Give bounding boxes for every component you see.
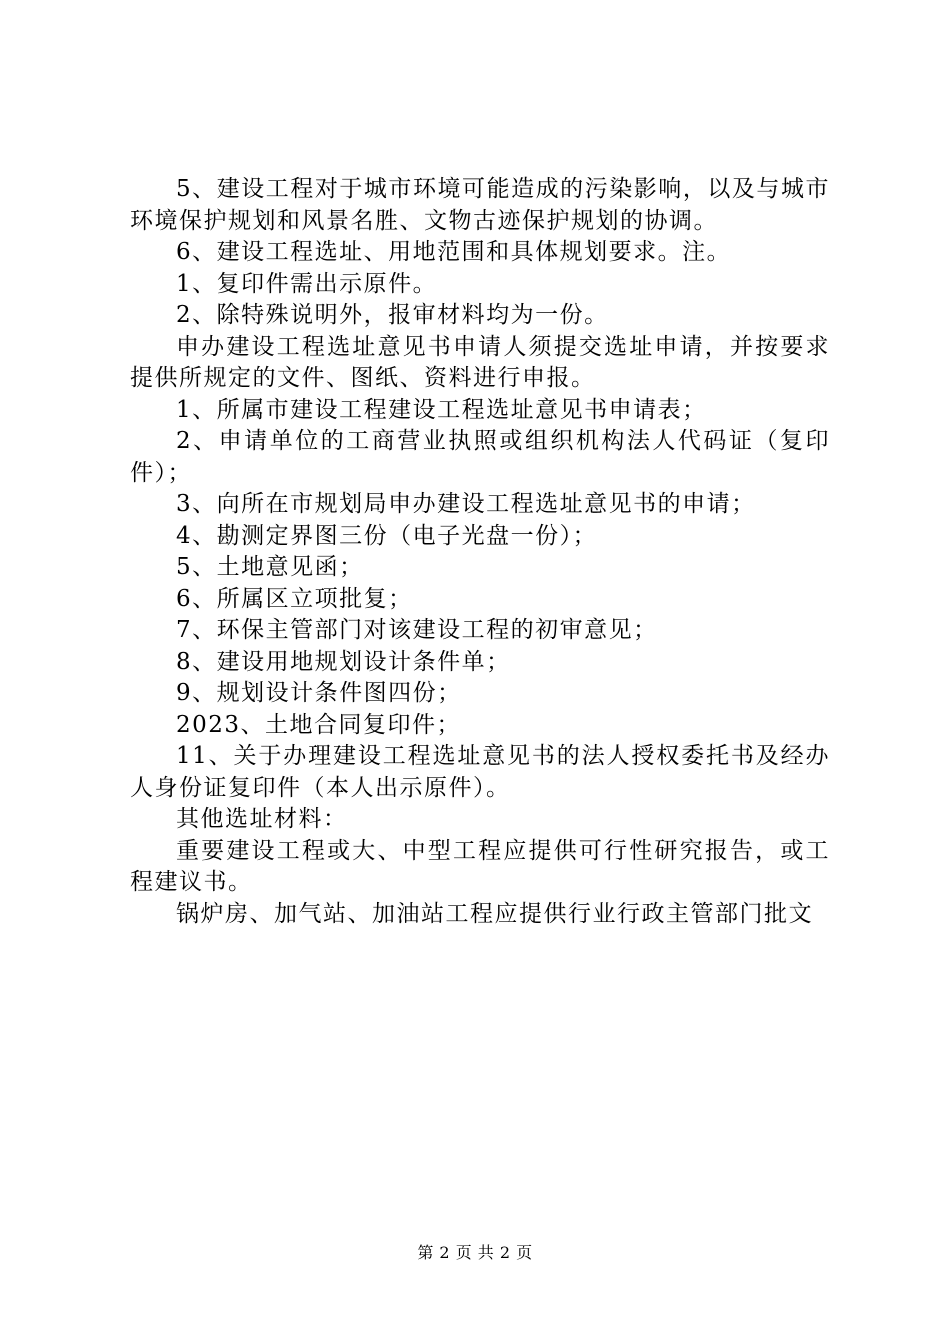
paragraph: 1、所属市建设工程建设工程选址意见书申请表； [176, 396, 707, 423]
paragraph: 5、土地意见函； [176, 554, 364, 580]
paragraph: 1、复印件需出示原件。 [176, 270, 438, 297]
paragraph: 2、申请单位的工商营业执照或组织机构法人代码证（复印件）； [130, 428, 830, 486]
paragraph: 4、勘测定界图三份（电子光盘一份）； [176, 522, 598, 549]
paragraph: 其他选址材料： [176, 806, 348, 832]
document-body [130, 174, 830, 930]
page-footer: 第 2 页 共 2 页 [417, 1243, 533, 1262]
paragraph: 6、建设工程选址、用地范围和具体规划要求。注。 [176, 239, 732, 265]
paragraph: 9、规划设计条件图四份； [176, 680, 462, 706]
paragraph: 8、建设用地规划设计条件单； [176, 648, 511, 675]
paragraph: 重要建设工程或大、中型工程应提供可行性研究报告，或工程建议书。 [130, 837, 830, 895]
paragraph: 2023、土地合同复印件； [176, 711, 462, 738]
paragraph: 5、建设工程对于城市环境可能造成的污染影响，以及与城市环境保护规划和风景名胜、文物古迹保护规划的协调。 [130, 176, 830, 234]
paragraph: 6、所属区立项批复； [176, 585, 413, 612]
paragraph: 申办建设工程选址意见书申请人须提交选址申请，并按要求提供所规定的文件、图纸、资料进行申报。 [130, 333, 830, 391]
paragraph: 锅炉房、加气站、加油站工程应提供行业行政主管部门批文 [176, 900, 813, 927]
paragraph: 11、关于办理建设工程选址意见书的法人授权委托书及经办人身份证复印件（本人出示原件）。 [130, 743, 830, 801]
paragraph: 7、环保主管部门对该建设工程的初审意见； [176, 617, 658, 643]
paragraph: 2、除特殊说明外，报审材料均为一份。 [176, 302, 609, 328]
paragraph: 3、向所在市规划局申办建设工程选址意见书的申请； [176, 491, 756, 517]
